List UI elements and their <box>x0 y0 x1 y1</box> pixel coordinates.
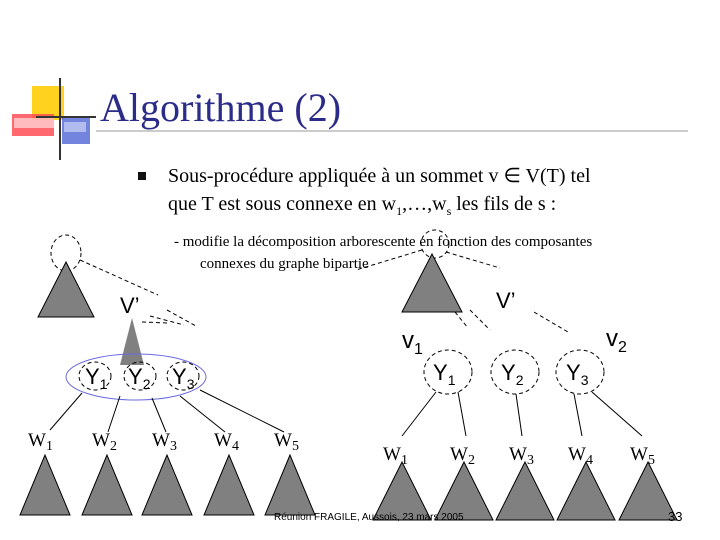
left-w3-subtree <box>142 455 192 515</box>
right-edge-w3 <box>516 394 522 436</box>
left-vprime-edge-b <box>150 316 184 325</box>
right-edge-w1 <box>402 392 436 436</box>
w1-subscript: 1 <box>396 204 403 218</box>
left-vprime-edge-c <box>167 310 196 326</box>
right-w2-label: $W_2$ <box>450 444 475 468</box>
right-w4-subtree <box>557 462 615 520</box>
right-vprime-edge-a <box>455 312 468 328</box>
right-w3-subtree <box>496 462 554 520</box>
right-root-edge-right <box>446 252 500 268</box>
left-edge-w1 <box>50 393 82 430</box>
left-w5-label: $W_5$ <box>274 430 299 454</box>
left-w1-label: $W_1$ <box>28 430 53 454</box>
left-w4-subtree <box>204 455 254 515</box>
left-w3-label: $W_3$ <box>152 430 177 454</box>
bullet-line2-pre: que T est sous connexe en w <box>168 193 397 215</box>
left-vprime-edge-a <box>142 322 168 323</box>
bullet-line2-mid: ,…,w <box>402 193 447 215</box>
bullet-text-pre: Sous-procédure appliquée à un sommet v <box>168 165 504 187</box>
right-edge-w4 <box>574 394 582 436</box>
left-tree <box>20 235 315 515</box>
page-number: 33 <box>668 509 683 524</box>
right-y3-label: $Y_3$ <box>566 360 589 388</box>
right-w1-label: $W_1$ <box>383 444 408 468</box>
right-edge-w5 <box>592 392 642 436</box>
left-y3-label: $Y_3$ <box>172 364 195 392</box>
left-y2-label: $Y_2$ <box>128 364 151 392</box>
left-vprime-label: V’ <box>120 293 140 318</box>
right-w3-label: $W_3$ <box>509 444 534 468</box>
right-v1-label: $v_1$ <box>402 327 423 358</box>
slide-footer: Réunion FRAGILE, Aussois, 23 mars 2005 <box>274 512 464 523</box>
left-root-edge <box>80 260 158 295</box>
right-root-node <box>421 230 449 258</box>
sub-bullet-line1: - modifie la décomposition arborescente en fonction des composantes <box>174 234 593 250</box>
right-v2-label: $v_2$ <box>606 325 627 356</box>
right-top-subtree <box>402 254 462 312</box>
left-edge-w3 <box>152 398 166 432</box>
left-edge-w2 <box>108 396 120 432</box>
element-of-symbol: ∈ <box>503 165 521 187</box>
left-w2-subtree <box>82 455 132 515</box>
left-edge-w5 <box>200 390 284 432</box>
right-vprime-edge-b <box>470 310 490 330</box>
right-root-edge-left <box>356 250 422 270</box>
bullet-text-post: V(T) tel <box>520 165 591 187</box>
sub-bullet-line2: connexes du graphe bipartie <box>200 256 369 272</box>
left-center-wedge <box>120 318 144 365</box>
right-w4-label: $W_4$ <box>568 444 593 468</box>
ws-subscript: s <box>446 204 452 218</box>
right-edge-w2 <box>458 392 466 436</box>
left-y1-label: $Y_1$ <box>85 364 108 392</box>
left-w1-subtree <box>20 455 70 515</box>
left-w4-label: $W_4$ <box>214 430 239 454</box>
slide-title: Algorithme (2) <box>100 85 342 130</box>
left-w2-label: $W_2$ <box>92 430 117 454</box>
left-edge-w4 <box>180 396 225 432</box>
right-vprime-edge-c <box>534 312 568 332</box>
left-w5-subtree <box>265 455 315 515</box>
right-tree <box>356 230 677 520</box>
bullet-line2-post: les fils de s : <box>451 193 557 215</box>
right-w5-label: $W_5$ <box>630 444 655 468</box>
left-top-subtree <box>38 262 94 317</box>
right-y2-label: $Y_2$ <box>501 360 524 388</box>
right-vprime-label: V’ <box>496 288 516 313</box>
right-y1-label: $Y_1$ <box>433 360 456 388</box>
